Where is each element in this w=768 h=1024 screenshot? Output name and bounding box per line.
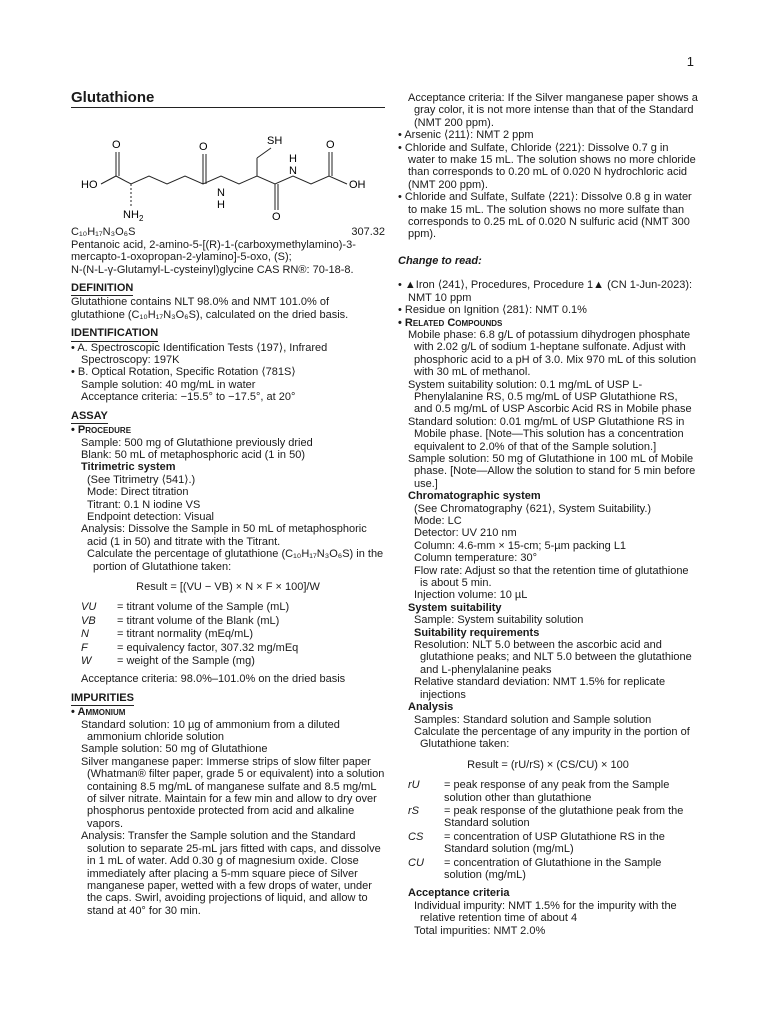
assay-calc: Calculate the percentage of glutathione (C₁₀H₁₇N₃O₆S) in the portion of Glutathione taken:: [87, 548, 384, 573]
assay-formula: Result = [(VU − VB) × N × F × 100]/W: [136, 580, 320, 593]
chloride-test: • Chloride and Sulfate, Chloride ⟨221⟩: Dissolve 0.7 g in water to make 15 mL. The solution shows no more chloride than corresponds to 0.20 mL of 0.020 N hydrochloric acid (NMT 200 ppm).: [398, 142, 698, 192]
chem-name-2: N-(N-L-γ-Glutamyl-L-cysteinyl)glycine CAS RN®: 70-18-8.: [71, 263, 354, 276]
mobile-phase: Mobile phase: 6.8 g/L of potassium dihydrogen phosphate with 2.02 g/L of sodium 1-heptane sulfonate. Adjust with phosphoric acid to a pH of 3.0. Mix 970 mL of this solution with 30 mL of methanol.: [408, 328, 697, 379]
assay-acceptance: Acceptance criteria: 98.0%–101.0% on the dried basis: [81, 673, 346, 686]
var-symbol: CU: [408, 856, 424, 869]
chem-name-1: Pentanoic acid, 2-amino-5-[(R)-1-(carboxymethylamino)-3-mercapto-1-oxopropan-2-ylamino]-5-oxo, (S);: [71, 238, 356, 264]
page-number: 1: [686, 54, 694, 69]
rsd: Relative standard deviation: NMT 1.5% for replicate injections: [414, 676, 666, 701]
id-test-a: • A. Spectroscopic Identification Tests ⟨197⟩, Infrared Spectroscopy: 197K: [71, 342, 385, 367]
procedure-heading: • Procedure: [71, 424, 385, 436]
var-def: = titrant volume of the Blank (mL): [117, 614, 280, 627]
formula-line: [71, 226, 385, 238]
h-label-2: H: [289, 153, 297, 166]
silver-paper: Silver manganese paper: Immerse strips of slow filter paper (Whatman® filter paper, grade 5 or equivalent) into a solution containing 8.5 mg/mL of manganese sulfate and 8.5 mg/mL of silver nitrate. Maintain for a few min and allow to dry over phosphorus pentoxide protected from acid and alkaline vapors.: [81, 755, 385, 830]
h-label-1: H: [217, 199, 225, 212]
titrimetry-ref: (See Titrimetry ⟨541⟩.): [87, 473, 196, 486]
detector: Detector: UV 210 nm: [414, 527, 517, 540]
residue-on-ignition: • Residue on Ignition ⟨281⟩: NMT 0.1%: [398, 304, 698, 316]
endpoint: Endpoint detection: Visual: [87, 510, 214, 523]
o-label-2: O: [199, 141, 208, 154]
impurities-heading: IMPURITIES: [71, 692, 134, 706]
rc-sample-solution: Sample solution: 50 mg of Glutathione in 100 mL of Mobile phase. [Note—Allow the solution to stand for 5 min before use.]: [408, 452, 696, 490]
structure-diagram: [71, 114, 371, 222]
individual-impurity: Individual impurity: NMT 1.5% for the impurity with the relative retention time of about 4: [414, 899, 677, 925]
var-symbol: rS: [408, 804, 419, 817]
monograph-title: Glutathione: [71, 92, 385, 108]
chrom-mode: Mode: LC: [414, 515, 462, 527]
ammonium-acceptance: Acceptance criteria: If the Silver manganese paper shows a gray color, it is not more intense than that of the Standard (NMT 200 ppm).: [408, 92, 698, 129]
column: Column: 4.6-mm × 15-cm; 5-µm packing L1: [414, 539, 627, 552]
id-test-b: • B. Optical Rotation, Specific Rotation ⟨781S⟩: [71, 366, 385, 378]
titr-mode: Mode: Direct titration: [87, 486, 189, 499]
var-def: = weight of the Sample (mg): [117, 655, 255, 667]
left-column: [71, 89, 385, 917]
injection-volume: Injection volume: 10 µL: [414, 589, 528, 602]
var-def: = concentration of Glutathione in the Sample solution (mg/mL): [444, 856, 662, 881]
definition-heading: DEFINITION: [71, 282, 133, 296]
rc-formula: Result = (rU/rS) × (CS/CU) × 100: [467, 758, 629, 771]
chemical-structure: [71, 114, 385, 222]
assay-analysis: Analysis: Dissolve the Sample in 50 mL of metaphosphoric acid (1 in 50) and titrate with the Titrant.: [81, 523, 367, 548]
o-label-1: O: [112, 139, 121, 152]
var-symbol: CS: [408, 830, 424, 843]
total-impurities: Total impurities: NMT 2.0%: [414, 924, 546, 937]
analysis-heading: Analysis: [408, 701, 454, 714]
ss-sample: Sample: System suitability solution: [414, 614, 584, 627]
chromatographic-heading: Chromatographic system: [408, 490, 541, 503]
n-label-2: N: [289, 165, 297, 178]
o-label-3: O: [272, 211, 281, 223]
nh2-subscript: 2: [139, 214, 144, 223]
var-symbol: F: [81, 641, 88, 654]
ho-label: HO: [81, 179, 98, 192]
sulfate-test: • Chloride and Sulfate, Sulfate ⟨221⟩: Dissolve 0.8 g in water to make 15 mL. The solution shows no more sulfate than corresponds to 0.25 mL of 0.020 N sulfuric acid (NMT 300 ppm).: [398, 191, 698, 241]
related-compounds-heading: • Related Compounds: [398, 317, 698, 329]
rc-standard-solution: Standard solution: 0.01 mg/mL of USP Glutathione RS in Mobile phase. [Note—This solution has a concentration equivalent to 2.0% of that of the Sample solution.]: [408, 415, 685, 453]
var-def: = titrant normality (mEq/mL): [117, 628, 254, 641]
titrant: Titrant: 0.1 N iodine VS: [87, 498, 201, 511]
ammonium-analysis: Analysis: Transfer the Sample solution and the Standard solution to separate 25-mL jars fitted with caps, and dissolve in 1 mL of water. Add 0.30 g of magnesium oxide. Close immediately after placing a 5-mm square piece of Silver manganese paper, wetted with a few drops of water, under the caps. Swirl, avoiding projections of liquid, and allow to stand at 40° for 30 min.: [81, 830, 381, 917]
ammonium-sample: Sample solution: 50 mg of Glutathione: [81, 743, 268, 756]
nh2-label: NH: [123, 209, 139, 222]
id-b-sample: Sample solution: 40 mg/mL in water: [81, 378, 256, 391]
var-def: = equivalency factor, 307.32 mg/mEq: [117, 641, 299, 654]
var-symbol: N: [81, 628, 89, 641]
n-label-1: N: [217, 187, 225, 200]
assay-blank: Blank: 50 mL of metaphosphoric acid (1 in 50): [81, 448, 305, 461]
system-suitability-heading: System suitability: [408, 601, 502, 614]
id-b-acceptance: Acceptance criteria: −15.5° to −17.5°, at 20°: [81, 391, 296, 404]
var-def: = titrant volume of the Sample (mL): [117, 601, 290, 614]
var-def: = peak response of the glutathione peak from the Standard solution: [444, 804, 684, 830]
chromatography-ref: (See Chromatography ⟨621⟩, System Suitability.): [414, 502, 652, 515]
analysis-samples: Samples: Standard solution and Sample solution: [414, 713, 652, 726]
iron-test: • ▲Iron ⟨241⟩, Procedures, Procedure 1▲ (CN 1-Jun-2023): NMT 10 ppm: [398, 279, 698, 304]
var-symbol: rU: [408, 779, 420, 792]
identification-heading: IDENTIFICATION: [71, 327, 158, 341]
sh-label: SH: [267, 135, 283, 148]
flow-rate: Flow rate: Adjust so that the retention time of glutathione is about 5 min.: [414, 564, 689, 590]
resolution: Resolution: NLT 5.0 between the ascorbic acid and glutathione peaks; and NLT 5.0 between the glutathione and L-phenylalanine peaks: [414, 639, 692, 676]
var-symbol: VU: [81, 601, 97, 614]
assay-sample: Sample: 500 mg of Glutathione previously dried: [81, 436, 313, 449]
titrimetric-heading: Titrimetric system: [81, 461, 176, 474]
arsenic: • Arsenic ⟨211⟩: NMT 2 ppm: [398, 129, 698, 141]
var-symbol: VB: [81, 614, 96, 627]
var-symbol: W: [81, 655, 92, 667]
assay-heading: ASSAY: [71, 410, 108, 424]
suitability-requirements: Suitability requirements: [414, 626, 540, 639]
system-suitability-solution: System suitability solution: 0.1 mg/mL of USP L-Phenylalanine RS, 0.5 mg/mL of USP Glutathione RS, and 0.5 mg/mL of USP Ascorbic Acid RS in Mobile phase: [408, 378, 692, 416]
o-label-4: O: [326, 139, 335, 152]
rc-calc: Calculate the percentage of any impurity in the portion of Glutathione taken:: [414, 725, 690, 751]
var-def: = concentration of USP Glutathione RS in the Standard solution (mg/mL): [444, 830, 665, 856]
assay-variables: [81, 601, 385, 667]
oh-label: OH: [349, 179, 366, 192]
right-column: [398, 92, 698, 937]
ammonium-heading: • Ammonium: [71, 706, 385, 718]
molecular-weight: 307.32: [351, 226, 385, 239]
change-to-read: Change to read:: [398, 254, 482, 267]
var-def: = peak response of any peak from the Sample solution other than glutathione: [444, 779, 670, 804]
column-temperature: Column temperature: 30°: [414, 552, 538, 565]
definition-text: Glutathione contains NLT 98.0% and NMT 101.0% of glutathione (C₁₀H₁₇N₃O₆S), calculated on the dried basis.: [71, 296, 349, 321]
rc-acceptance-heading: Acceptance criteria: [408, 887, 510, 900]
molecular-formula: C₁₀H₁₇N₃O₆S: [71, 226, 136, 239]
rc-variables: [408, 779, 698, 881]
ammonium-standard: Standard solution: 10 µg of ammonium from a diluted ammonium chloride solution: [81, 718, 340, 744]
